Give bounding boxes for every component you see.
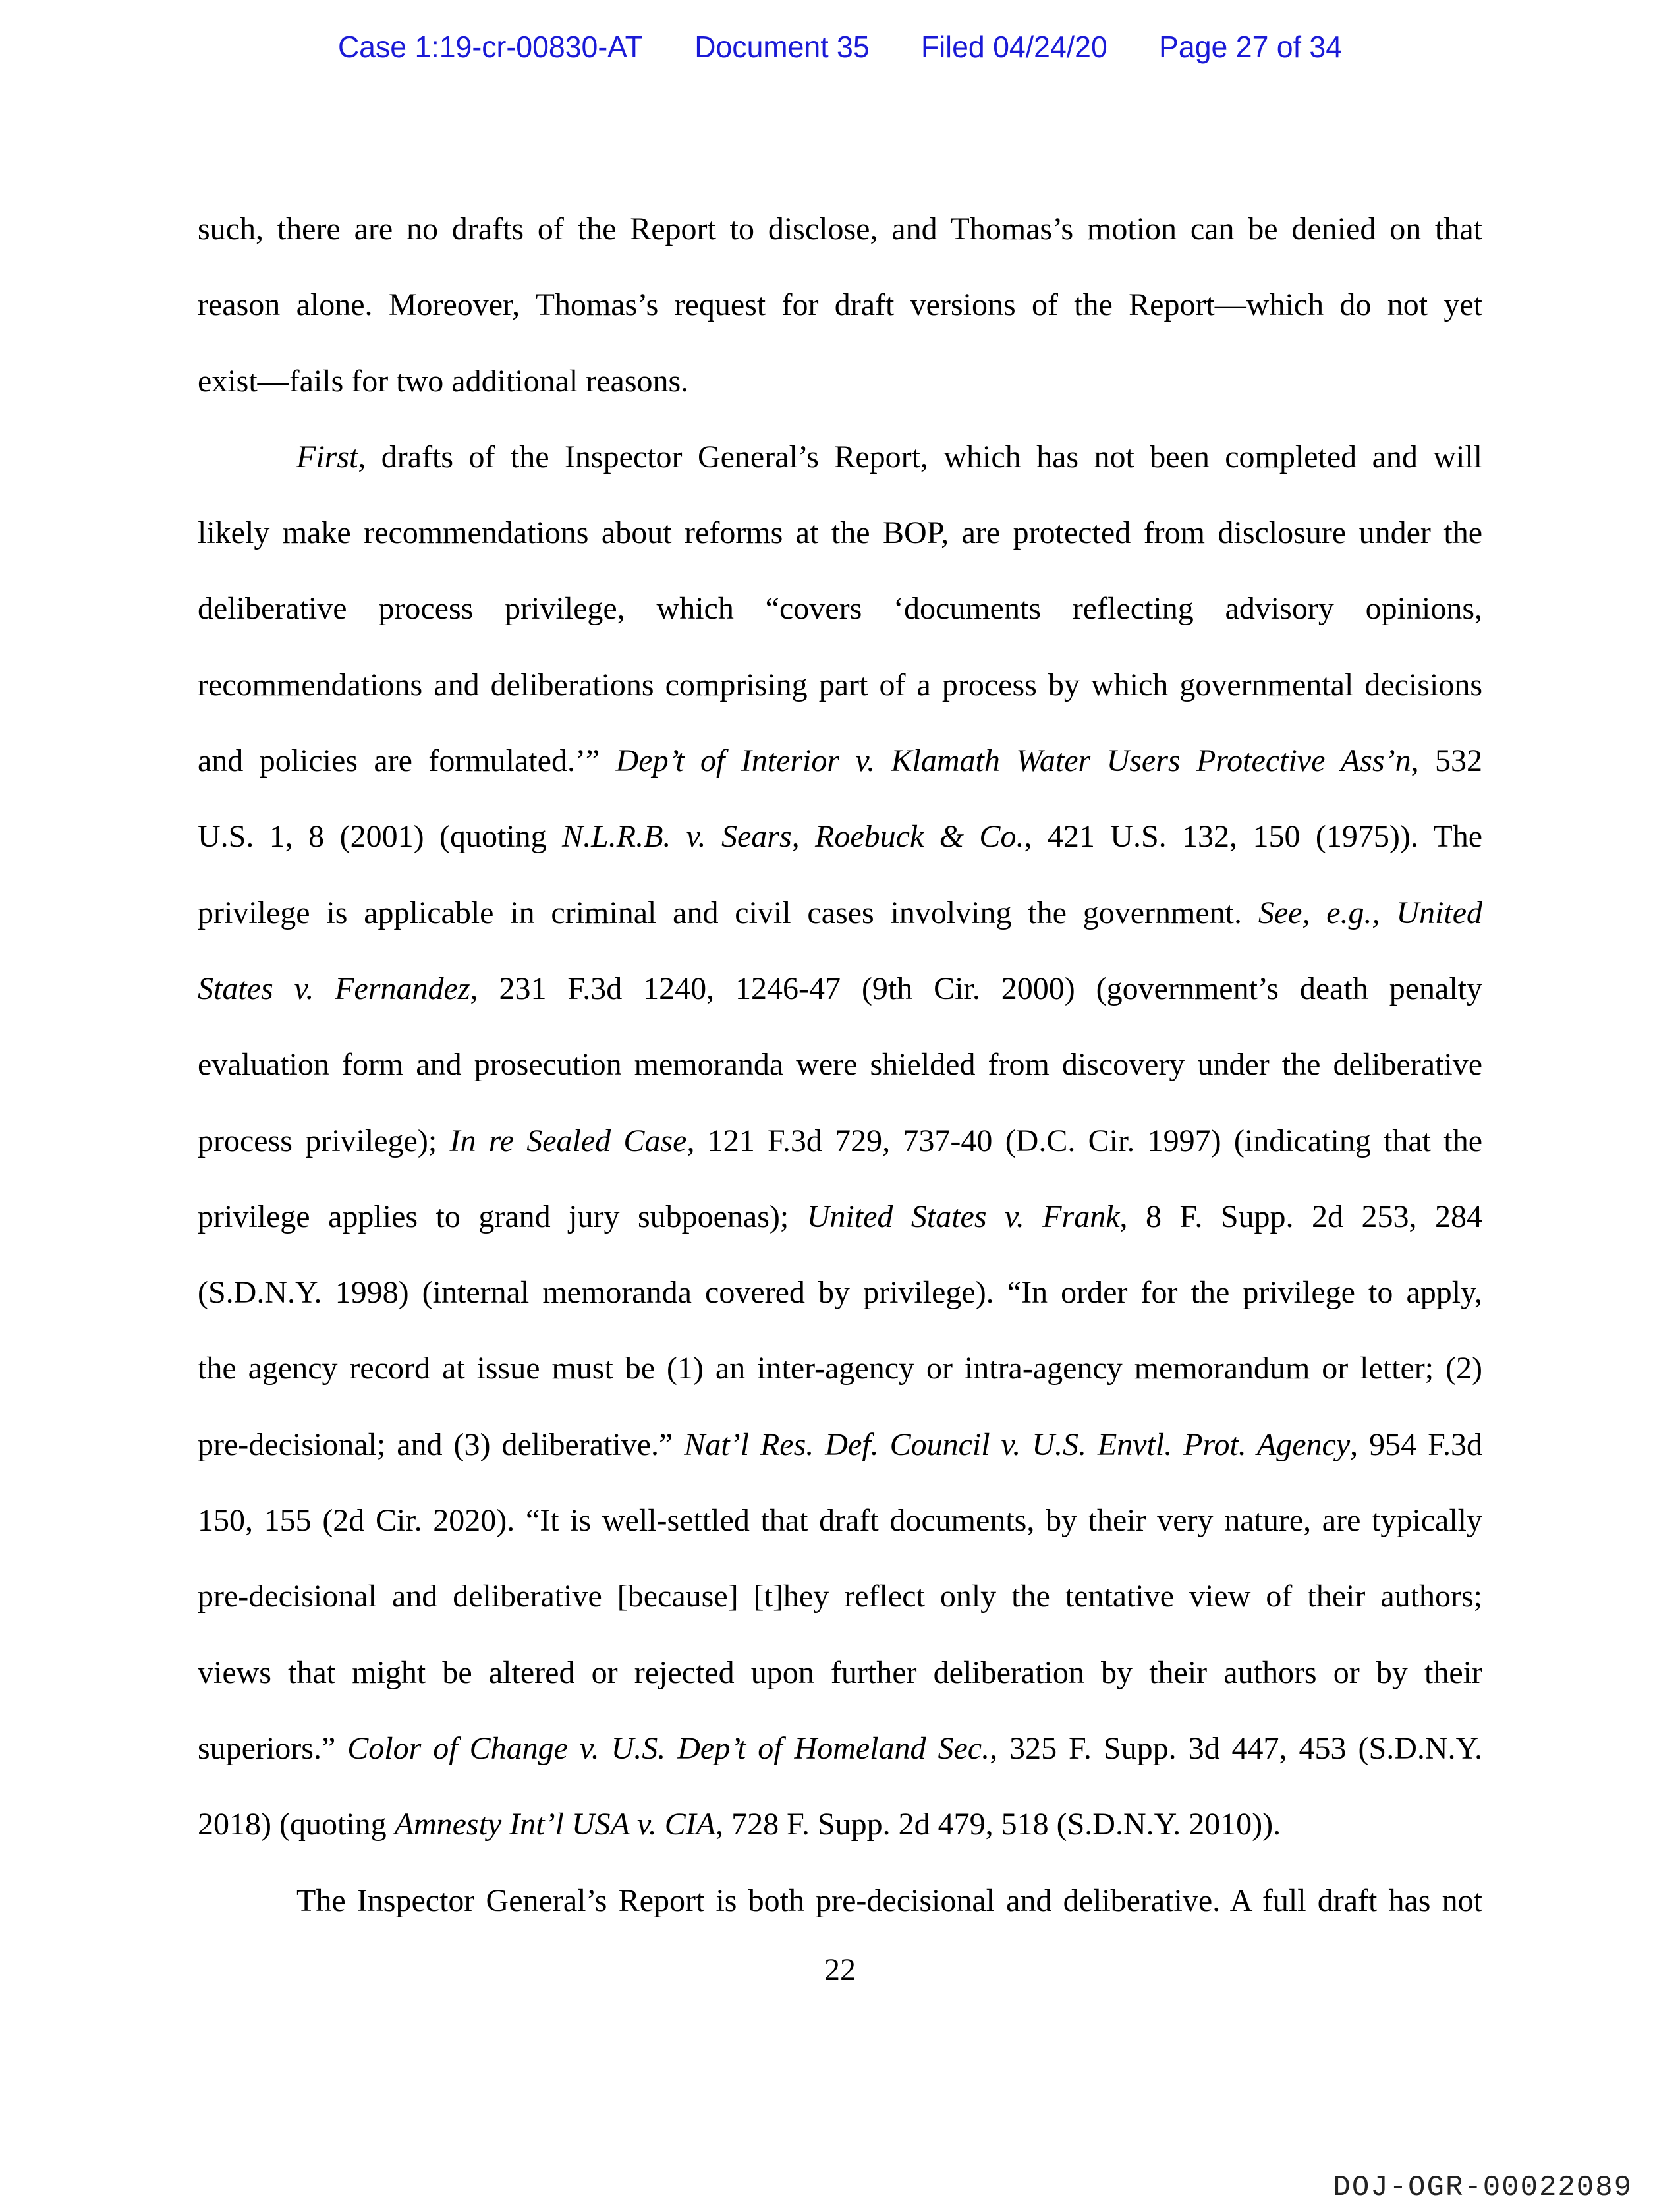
- text-segment: , 231 F.3d 1240, 1246-47 (9th Cir. 2000) (government’s death penalty: [470, 971, 1483, 1006]
- text-segment: recommendations and deliberations comprising part of a process by which governmental decisions: [198, 667, 1482, 702]
- text-line: [198, 495, 1482, 571]
- text-segment: views that might be altered or rejected upon further deliberation by their authors or by their: [198, 1655, 1482, 1690]
- text-segment: 150, 155 (2d Cir. 2020). “It is well-settled that draft documents, by their very nature, are typically: [198, 1503, 1482, 1539]
- document-number: Document 35: [694, 30, 870, 64]
- text-line: [198, 723, 1482, 799]
- text-line: [198, 1863, 1482, 1939]
- case-citation: N.L.R.B. v. Sears, Roebuck & Co.: [562, 819, 1024, 855]
- case-citation: First: [296, 439, 358, 474]
- case-citation: Amnesty Int’l USA v. CIA: [394, 1807, 716, 1842]
- text-segment: exist—fails for two additional reasons.: [198, 363, 689, 399]
- case-citation: See, e.g., United: [1258, 895, 1483, 930]
- text-segment: , 8 F. Supp. 2d 253, 284: [1119, 1199, 1483, 1234]
- text-segment: , 532: [1411, 743, 1482, 779]
- text-segment: pre-decisional; and (3) deliberative.”: [198, 1427, 685, 1462]
- text-segment: , 728 F. Supp. 2d 479, 518 (S.D.N.Y. 2010)).: [715, 1807, 1281, 1842]
- page-number: 22: [824, 1952, 856, 1987]
- text-line: [198, 267, 1482, 343]
- text-segment: evaluation form and prosecution memoranda were shielded from discovery under the deliberative: [198, 1047, 1482, 1083]
- text-line: [198, 951, 1482, 1027]
- text-line: [198, 191, 1482, 267]
- text-segment: and policies are formulated.’”: [198, 743, 616, 779]
- text-segment: the agency record at issue must be (1) an inter-agency or intra-agency memorandum or letter; (2): [198, 1351, 1482, 1386]
- case-citation: Dep’t of Interior v. Klamath Water Users Protective Ass’n: [615, 743, 1411, 779]
- text-line: [198, 1483, 1482, 1558]
- text-segment: privilege applies to grand jury subpoenas);: [198, 1199, 807, 1234]
- bates-number: DOJ-OGR-00022089: [1333, 2171, 1633, 2204]
- text-line: [198, 647, 1482, 723]
- text-line: [198, 1103, 1482, 1179]
- text-segment: U.S. 1, 8 (2001) (quoting: [198, 819, 563, 855]
- text-line: [198, 1407, 1482, 1483]
- text-line: [198, 1330, 1482, 1406]
- case-number: Case 1:19-cr-00830-AT: [337, 30, 643, 64]
- text-segment: such, there are no drafts of the Report to disclose, and Thomas’s motion can be denied on that: [198, 212, 1482, 246]
- filed-date: Filed 04/24/20: [921, 30, 1107, 64]
- text-line: [198, 571, 1482, 646]
- text-line: [198, 1711, 1482, 1786]
- text-line: [198, 799, 1482, 874]
- text-line: [198, 1255, 1482, 1330]
- text-segment: privilege is applicable in criminal and civil cases involving the government.: [198, 895, 1258, 930]
- text-segment: (S.D.N.Y. 1998) (internal memoranda covered by privilege). “In order for the privilege to apply,: [198, 1275, 1482, 1311]
- text-line: [198, 1635, 1482, 1711]
- text-segment: , 954 F.3d: [1350, 1427, 1482, 1462]
- case-citation: Color of Change v. U.S. Dep’t of Homeland Sec.: [347, 1730, 990, 1766]
- text-segment: likely make recommendations about reforms at the BOP, are protected from disclosure under the: [198, 515, 1482, 551]
- case-citation: United States v. Frank: [806, 1199, 1120, 1234]
- page-count: Page 27 of 34: [1159, 30, 1343, 64]
- text-segment: reason alone. Moreover, Thomas’s request for draft versions of the Report—which do not yet: [198, 287, 1482, 323]
- case-citation: States v. Fernandez: [198, 971, 470, 1006]
- text-segment: , 121 F.3d 729, 737-40 (D.C. Cir. 1997) (indicating that the: [686, 1123, 1482, 1158]
- document-body: [198, 191, 1482, 1939]
- case-citation: Nat’l Res. Def. Council v. U.S. Envtl. Prot. Agency: [684, 1427, 1351, 1462]
- text-segment: The Inspector General’s Report is both pre-decisional and deliberative. A full draft has not: [296, 1883, 1482, 1918]
- text-line: [198, 1179, 1482, 1255]
- text-line: [198, 419, 1482, 495]
- text-line: [198, 1558, 1482, 1634]
- text-segment: 2018) (quoting: [198, 1807, 395, 1842]
- ecf-header: [25, 29, 1655, 65]
- text-line: [198, 1786, 1482, 1862]
- text-line: [198, 1027, 1482, 1102]
- case-citation: In re Sealed Case: [449, 1123, 687, 1158]
- text-line: [198, 875, 1482, 951]
- text-segment: , 421 U.S. 132, 150 (1975)). The: [1024, 819, 1482, 855]
- text-segment: pre-decisional and deliberative [because] [t]hey reflect only the tentative view of their authors;: [198, 1579, 1482, 1614]
- text-segment: deliberative process privilege, which “covers ‘documents reflecting advisory opinions,: [198, 591, 1482, 627]
- text-segment: , drafts of the Inspector General’s Report, which has not been completed and will: [358, 439, 1482, 474]
- text-segment: superiors.”: [198, 1730, 348, 1766]
- text-segment: , 325 F. Supp. 3d 447, 453 (S.D.N.Y.: [990, 1730, 1482, 1766]
- text-line: [198, 343, 1482, 419]
- text-segment: process privilege);: [198, 1123, 450, 1158]
